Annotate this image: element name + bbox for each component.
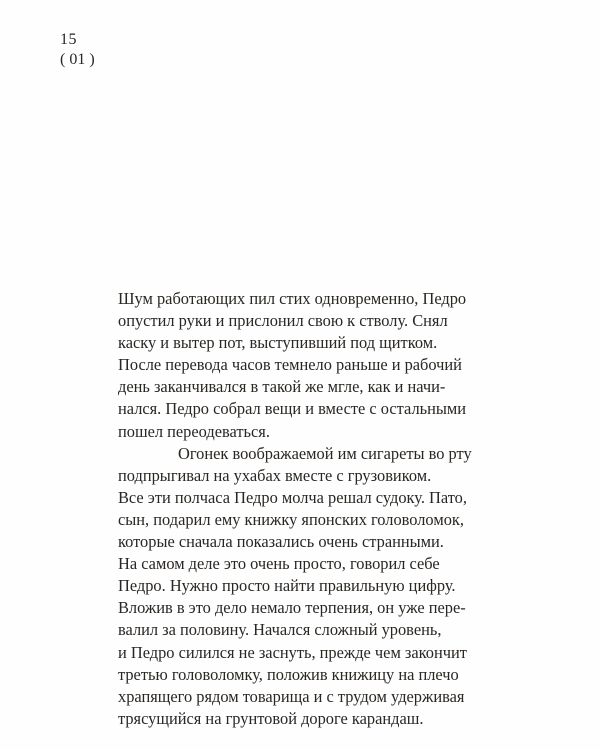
text-line: нался. Педро собрал вещи и вместе с остальными [118, 399, 467, 419]
text-line: день заканчивался в такой же мгле, как и начи- [118, 377, 446, 397]
text-line: Вложив в это дело немало терпения, он уже пере- [118, 598, 466, 618]
text-line: После перевода часов темнело раньше и рабочий [118, 355, 462, 375]
text-line: храпящего рядом товарища и с трудом удерживая [118, 686, 465, 706]
text-line: Педро. Нужно просто найти правильную цифру. [118, 576, 456, 596]
text-line: подпрыгивал на ухабах вместе с грузовиком. [118, 465, 432, 485]
text-line: каску и вытер пот, выступивший под щитком. [118, 333, 438, 353]
chapter-number: ( 01 ) [60, 51, 95, 68]
text-line: сын, подарил ему книжку японских головоломок, [118, 509, 464, 529]
body-text [118, 288, 538, 730]
page-number: 15 [60, 31, 77, 48]
text-line: На самом деле это очень просто, говорил себе [118, 554, 440, 574]
text-line: Шум работающих пил стих одновременно, Педро [118, 289, 467, 308]
paragraph-first-line: Огонек воображаемой им сигареты во рту [178, 443, 472, 463]
text-line: Все эти полчаса Педро молча решал судоку. Пато, [118, 487, 467, 507]
text-line: опустил руки и прислонил свою к стволу. Снял [118, 311, 448, 331]
text-line: валил за половину. Начался сложный уровень, [118, 620, 442, 640]
text-line: и Педро силился не заснуть, прежде чем закончит [118, 642, 467, 662]
text-line: которые сначала показались очень странными. [118, 532, 444, 552]
text-line: третью головоломку, положив книжицу на плечо [118, 664, 459, 684]
text-line: трясущийся на грунтовой дороге карандаш. [118, 708, 424, 728]
text-line: пошел переодеваться. [118, 421, 270, 441]
